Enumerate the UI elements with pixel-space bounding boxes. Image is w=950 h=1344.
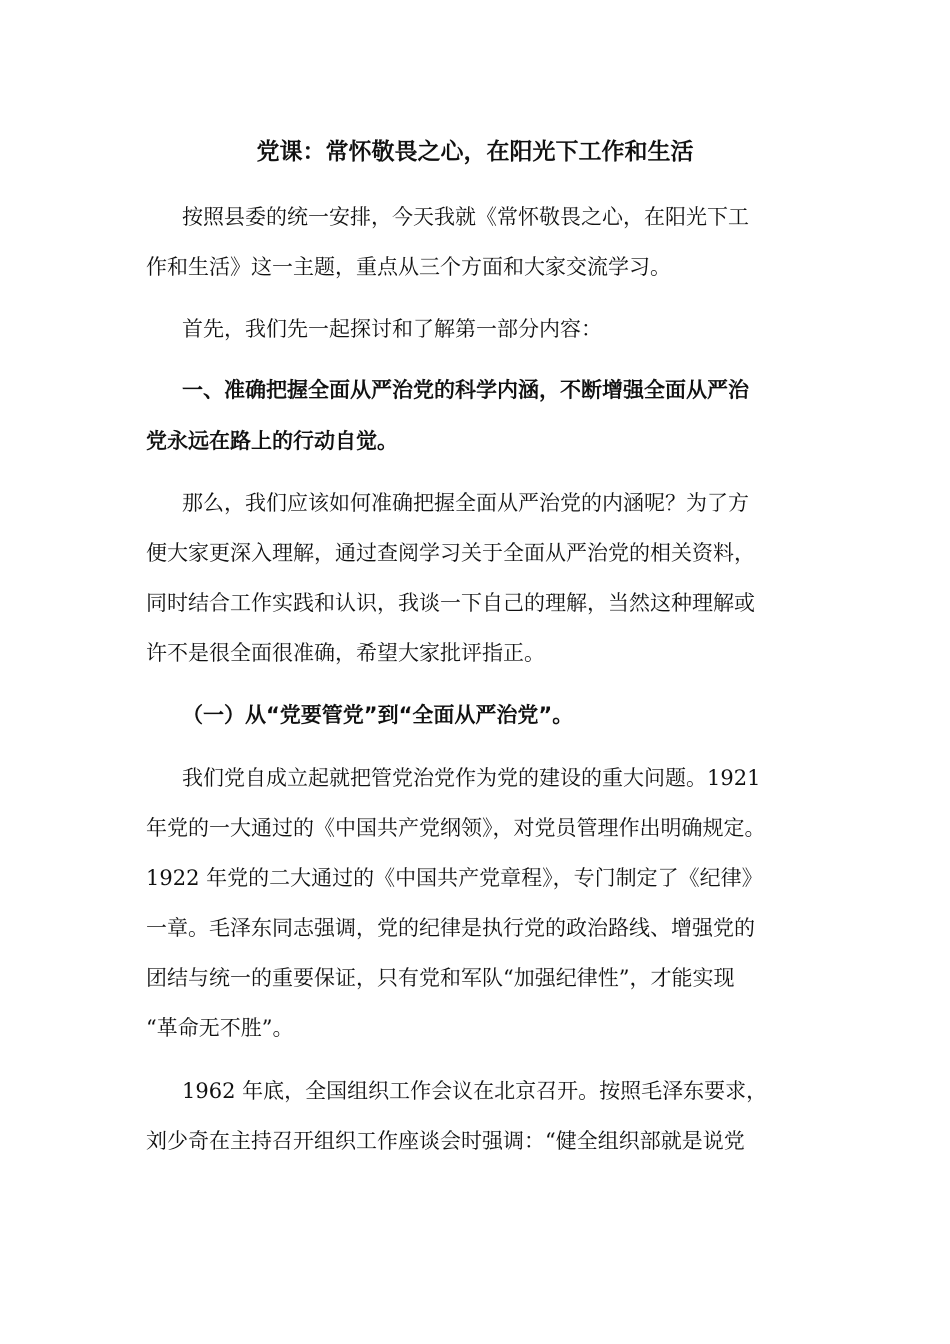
paragraph-3-line-5: 团结与统一的重要保证，只有党和军队“加强纪律性”，才能实现 — [146, 966, 735, 990]
preface-line: 首先，我们先一起探讨和了解第一部分内容： — [182, 317, 602, 341]
paragraph-2-line-4: 许不是很全面很准确，希望大家批评指正。 — [146, 641, 545, 665]
paragraph-3-line-3: 1922 年党的二大通过的《中国共产党章程》，专门制定了《纪律》 — [146, 866, 763, 890]
paragraph-3-line-1: 我们党自成立起就把管党治党作为党的建设的重大问题。1921 — [182, 766, 761, 790]
paragraph-2-line-1: 那么，我们应该如何准确把握全面从严治党的内涵呢？为了方 — [182, 491, 749, 515]
paragraph-4-line-1: 1962 年底，全国组织工作会议在北京召开。按照毛泽东要求， — [182, 1079, 768, 1103]
subsection-heading-1: （一）从“党要管党”到“全面从严治党”。 — [182, 703, 574, 727]
paragraph-3-line-4: 一章。毛泽东同志强调，党的纪律是执行党的政治路线、增强党的 — [146, 916, 755, 940]
paragraph-3-line-2: 年党的一大通过的《中国共产党纲领》，对党员管理作出明确规定。 — [146, 816, 766, 840]
document-title: 党课：常怀敬畏之心，在阳光下工作和生活 — [256, 139, 694, 165]
paragraph-2-line-3: 同时结合工作实践和认识，我谈一下自己的理解，当然这种理解或 — [146, 591, 755, 615]
section-heading-1-line-2: 党永远在路上的行动自觉。 — [146, 429, 398, 453]
intro-line-2: 作和生活》这一主题，重点从三个方面和大家交流学习。 — [146, 255, 671, 279]
section-heading-1-line-1: 一、准确把握全面从严治党的科学内涵，不断增强全面从严治 — [182, 378, 749, 402]
intro-line-1: 按照县委的统一安排，今天我就《常怀敬畏之心，在阳光下工 — [182, 205, 749, 229]
paragraph-3-line-6: “革命无不胜”。 — [146, 1016, 294, 1040]
paragraph-2-line-2: 便大家更深入理解，通过查阅学习关于全面从严治党的相关资料， — [146, 541, 755, 565]
paragraph-4-line-2: 刘少奇在主持召开组织工作座谈会时强调：“健全组织部就是说党 — [146, 1129, 745, 1153]
